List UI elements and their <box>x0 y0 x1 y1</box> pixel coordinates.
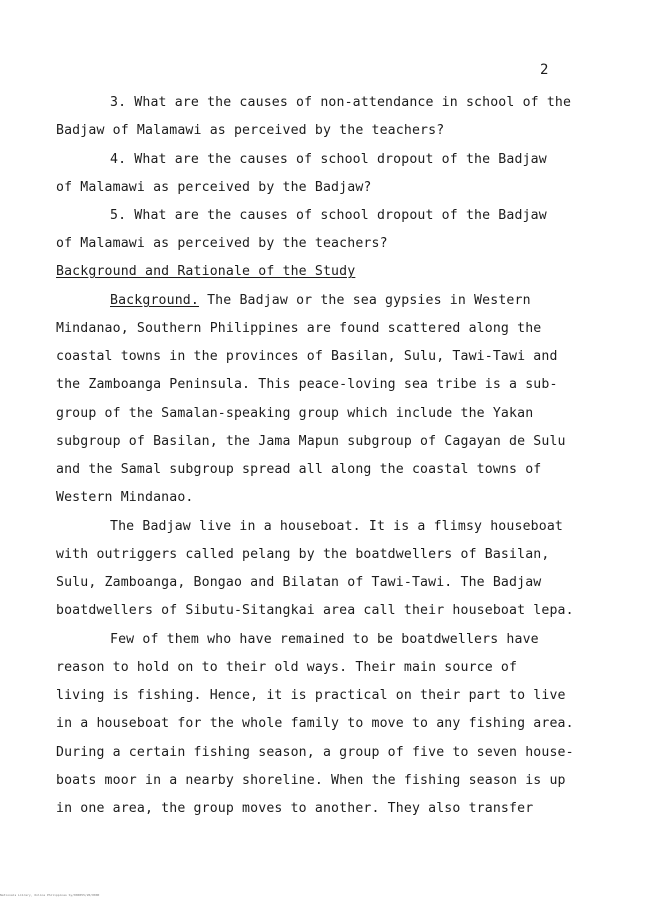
background-lead: Background. <box>110 293 199 308</box>
paragraph-1-line-8: Western Mindanao. <box>56 490 194 505</box>
question-4-line-2: of Malamawi as perceived by the Badjaw? <box>56 180 372 195</box>
paragraph-1-line-3: coastal towns in the provinces of Basilan, Sulu, Tawi-Tawi and <box>56 349 558 364</box>
section-heading: Background and Rationale of the Study <box>56 264 356 279</box>
paragraph-1-line-4: the Zamboanga Peninsula. This peace-loving sea tribe is a sub- <box>56 377 558 392</box>
paragraph-3-line-4: in a houseboat for the whole family to move to any fishing area. <box>56 716 574 731</box>
question-5-line-2: of Malamawi as perceived by the teachers? <box>56 236 388 251</box>
paragraph-2-line-2: with outriggers called pelang by the boatdwellers of Basilan, <box>56 547 550 562</box>
paragraph-1-line-2: Mindanao, Southern Philippines are found scattered along the <box>56 321 542 336</box>
paragraph-1-line-1 <box>110 293 531 309</box>
paragraph-2-line-4: boatdwellers of Sibutu-Sitangkai area call their houseboat lepa. <box>56 603 574 618</box>
question-3-line-1: 3. What are the causes of non-attendance in school of the <box>110 95 572 110</box>
paragraph-3-line-5: During a certain fishing season, a group of five to seven house- <box>56 745 574 760</box>
paragraph-3-line-2: reason to hold on to their old ways. Their main source of <box>56 660 518 675</box>
page-number: 2 <box>540 62 549 78</box>
paragraph-3-line-6: boats moor in a nearby shoreline. When the fishing season is up <box>56 773 566 788</box>
paragraph-1-line-7: and the Samal subgroup spread all along the coastal towns of <box>56 462 542 477</box>
paragraph-1-line-1-rest: The Badjaw or the sea gypsies in Western <box>199 293 531 308</box>
paragraph-2-line-1: The Badjaw live in a houseboat. It is a flimsy houseboat <box>110 519 564 534</box>
question-5-line-1: 5. What are the causes of school dropout of the Badjaw <box>110 208 547 223</box>
paragraph-1-line-6: subgroup of Basilan, the Jama Mapun subgroup of Cagayan de Sulu <box>56 434 566 449</box>
scan-footer-mark: Nationals Library, Online Philippines Sy/000055/20/0000 <box>0 893 100 897</box>
paragraph-3-line-3: living is fishing. Hence, it is practical on their part to live <box>56 688 566 703</box>
paragraph-2-line-3: Sulu, Zamboanga, Bongao and Bilatan of Tawi-Tawi. The Badjaw <box>56 575 542 590</box>
paragraph-1-line-5: group of the Samalan-speaking group which include the Yakan <box>56 406 534 421</box>
paragraph-3-line-1: Few of them who have remained to be boatdwellers have <box>110 632 539 647</box>
paragraph-3-line-7: in one area, the group moves to another. They also transfer <box>56 801 534 816</box>
question-3-line-2: Badjaw of Malamawi as perceived by the teachers? <box>56 123 445 138</box>
question-4-line-1: 4. What are the causes of school dropout of the Badjaw <box>110 152 547 167</box>
